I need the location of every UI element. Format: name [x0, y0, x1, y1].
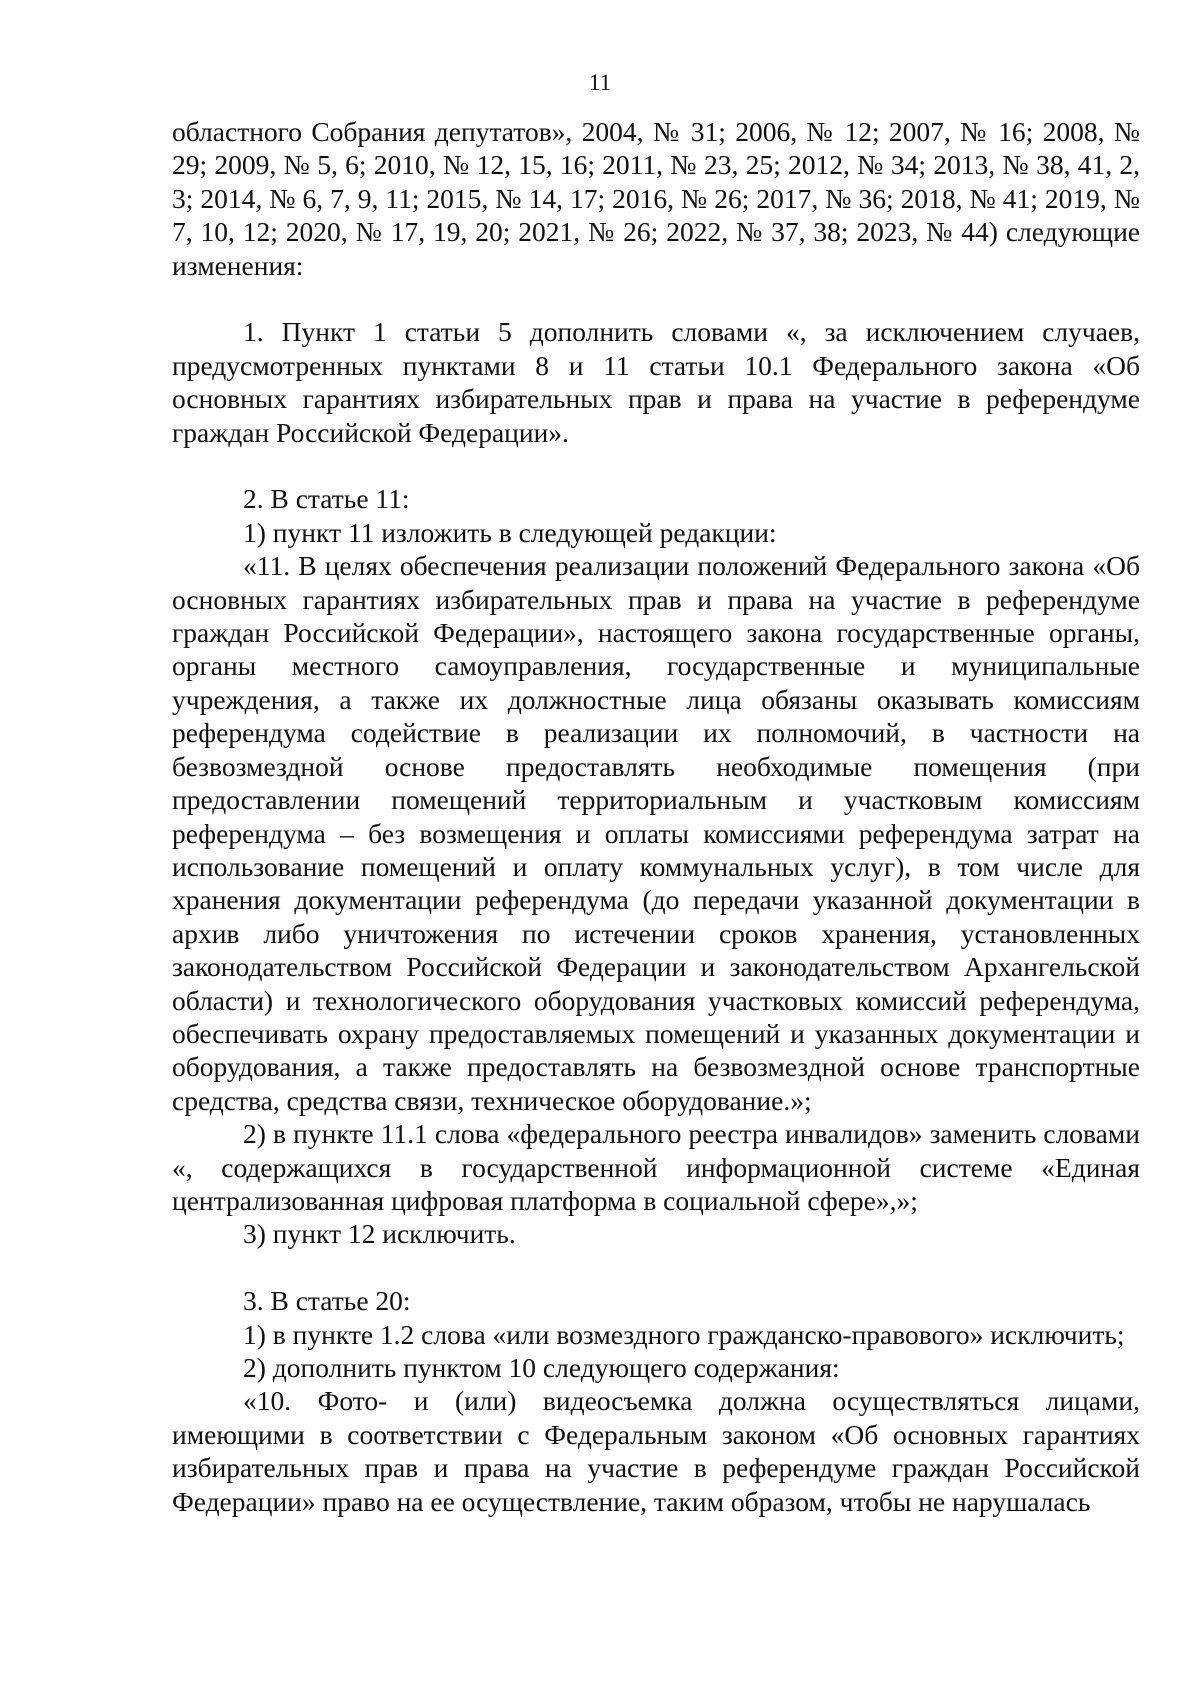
paragraph-item-3-sub-2-text: «10. Фото- и (или) видеосъемка должна осуществляться лицами, имеющими в соответствии с Федеральным законом «Об основных гарантиях избирательных прав и права на участие в референдуме граждан Российской Федерации» право на ее осуществление, таким образом, чтобы не нарушалась: [172, 1385, 1140, 1517]
paragraph-item-3-heading: 3. В статье 20:: [243, 1285, 411, 1317]
paragraph-preamble-end: областного Собрания депутатов», 2004, № 31; 2006, № 12; 2007, № 16; 2008, № 29; 2009, № 5, 6; 2010, № 12, 15, 16; 2011, № 23, 25; 2012, № 34; 2013, № 38, 41, 2, 3; 2014, № 6, 7, 9, 11; 2015, № 14, 17; 2016, № 26; 2017, № 36; 2018, № 41; 2019, № 7, 10, 12; 2020, № 17, 19, 20; 2021, № 26; 2022, № 37, 38; 2023, № 44) следующие изменения:: [172, 116, 1140, 281]
paragraph-item-2-sub-1: 1) пункт 11 изложить в следующей редакции:: [243, 516, 777, 548]
paragraph-item-2-sub-3: 3) пункт 12 исключить.: [243, 1218, 516, 1250]
paragraph-item-3-sub-1: 1) в пункте 1.2 слова «или возмездного гражданско-правового» исключить;: [243, 1318, 1125, 1350]
paragraph-item-2-sub-1-text: «11. В целях обеспечения реализации положений Федерального закона «Об основных гарантиях избирательных прав и права на участие в референдуме граждан Российской Федерации», настоящего закона государственные органы, органы местного самоуправления, государственные и муниципальные учреждения, а также их должностные лица обязаны оказывать комиссиям референдума содействие в реализации их полномочий, в частности на безвозмездной основе предоставлять необходимые помещения (при предоставлении помещений территориальным и участковым комиссиям референдума – без возмещения и оплаты комиссиями референдума затрат на использование помещений и оплату коммунальных услуг), в том числе для хранения документации референдума (до передачи указанной документации в архив либо уничтожения по истечении сроков хранения, установленных законодательством Российской Федерации и законодательством Архангельской области) и технологического оборудования участковых комиссий референдума, обеспечивать охрану предоставляемых помещений и указанных документации и оборудования, а также предоставлять на безвозмездной основе транспортные средства, средства связи, техническое оборудование.»;: [172, 550, 1140, 1116]
paragraph-item-2-sub-2: 2) в пункте 11.1 слова «федерального реестра инвалидов» заменить словами «, содержащихся в государственной информационной системе «Единая централизованная цифровая платформа в социальной сфере»,»;: [172, 1118, 1140, 1216]
document-body: [172, 115, 1140, 1518]
paragraph-item-1: 1. Пункт 1 статьи 5 дополнить словами «, за исключением случаев, предусмотренных пунктами 8 и 11 статьи 10.1 Федерального закона «Об основных гарантиях избирательных прав и права на участие в референдуме граждан Российской Федерации».: [172, 316, 1140, 448]
paragraph-item-2-heading: 2. В статье 11:: [243, 483, 410, 515]
paragraph-item-3-sub-2: 2) дополнить пунктом 10 следующего содержания:: [243, 1351, 840, 1383]
page-number: 11: [588, 70, 612, 95]
